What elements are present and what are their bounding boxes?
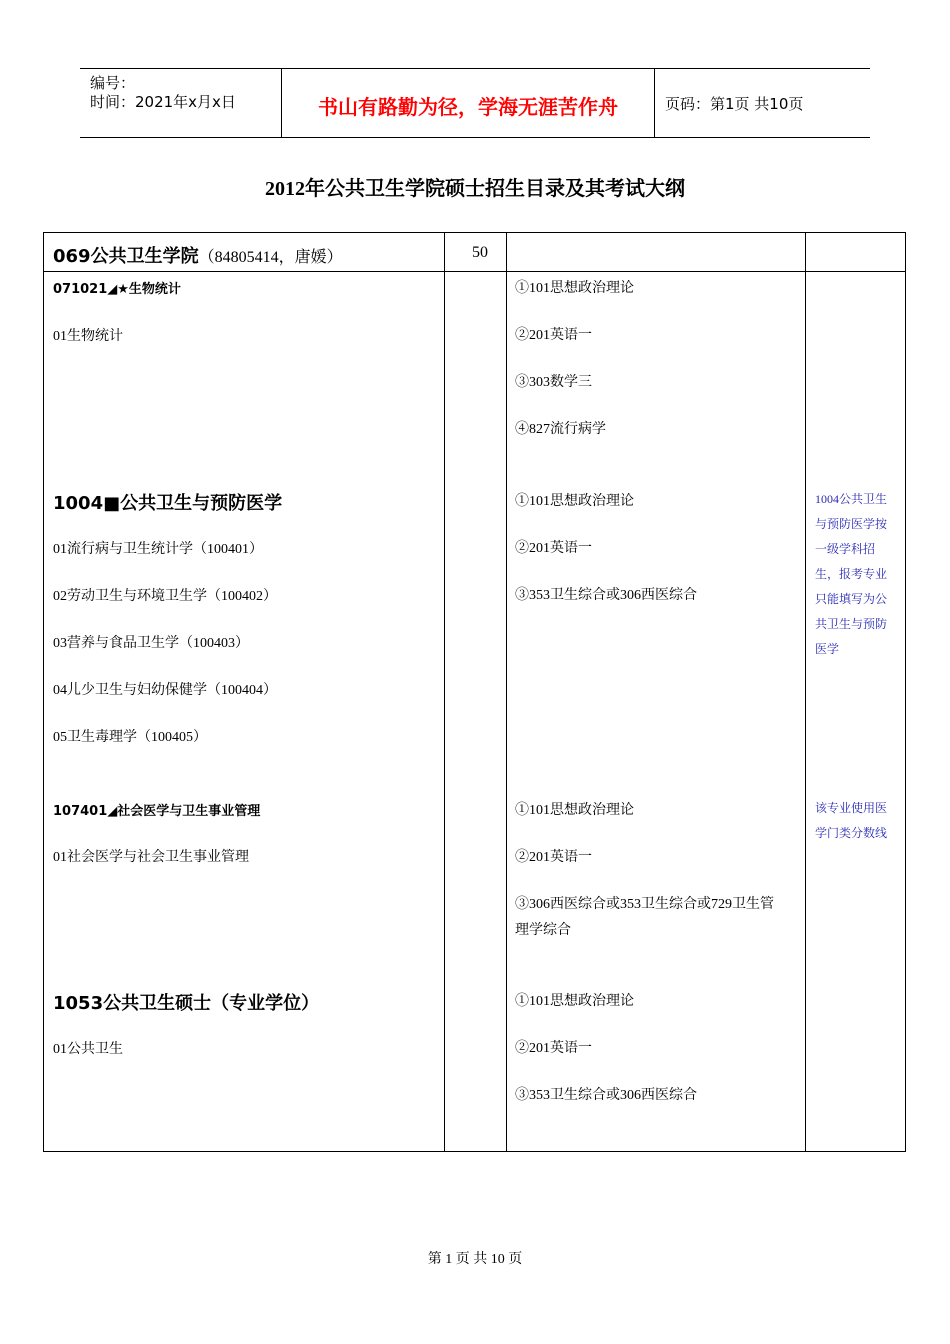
school-contact: （84805414，唐媛） bbox=[198, 249, 343, 266]
exam-item: ②201英语一 bbox=[515, 1041, 592, 1056]
program-heading: 1004■公共卫生与预防医学 bbox=[53, 493, 283, 514]
header-page-cell bbox=[655, 69, 870, 137]
direction-item: 03营养与食品卫生学（100403） bbox=[53, 636, 249, 651]
program-note: 1004公共卫生与预防医学按一级学科招生，报考专业只能填写为公共卫生与预防医学 bbox=[815, 492, 888, 656]
exam-item: ②201英语一 bbox=[515, 328, 592, 343]
program-heading: 1053公共卫生硕士（专业学位） bbox=[53, 993, 320, 1014]
header-motto-cell bbox=[281, 69, 655, 137]
exam-item: ①101思想政治理论 bbox=[515, 494, 634, 509]
serial-label: 编号： bbox=[90, 74, 136, 92]
exam-item: ③353卫生综合或306西医综合 bbox=[515, 588, 697, 603]
motto-text: 书山有路勤为径，学海无涯苦作舟 bbox=[318, 95, 618, 119]
column-divider bbox=[506, 233, 507, 1151]
column-divider bbox=[444, 233, 445, 1151]
exam-item: ①101思想政治理论 bbox=[515, 994, 634, 1009]
direction-item: 01生物统计 bbox=[53, 329, 123, 344]
document-header bbox=[80, 68, 870, 138]
direction-item: 04儿少卫生与妇幼保健学（100404） bbox=[53, 683, 277, 698]
column-divider bbox=[805, 233, 806, 1151]
program-heading: 107401◢社会医学与卫生事业管理 bbox=[53, 804, 261, 819]
program-note: 该专业使用医学门类分数线 bbox=[815, 801, 888, 840]
school-row bbox=[53, 242, 343, 268]
row-divider bbox=[44, 271, 905, 272]
direction-item: 05卫生毒理学（100405） bbox=[53, 730, 207, 745]
exam-item: ②201英语一 bbox=[515, 541, 592, 556]
enrollment-count: 50 bbox=[472, 244, 488, 261]
exam-item: ①101思想政治理论 bbox=[515, 803, 634, 818]
page-footer: 第 1 页 共 10 页 bbox=[427, 1252, 523, 1267]
time-label: 时间：2021年x月x日 bbox=[90, 93, 236, 111]
exam-item: ③303数学三 bbox=[515, 375, 592, 390]
exam-item: 理学综合 bbox=[515, 923, 571, 938]
exam-item: ①101思想政治理论 bbox=[515, 281, 634, 296]
program-heading: 071021◢★生物统计 bbox=[53, 282, 181, 297]
school-name: 069公共卫生学院 bbox=[53, 246, 199, 267]
direction-item: 01公共卫生 bbox=[53, 1042, 123, 1057]
exam-item: ③306西医综合或353卫生综合或729卫生管 bbox=[515, 897, 774, 912]
exam-item: ③353卫生综合或306西医综合 bbox=[515, 1088, 697, 1103]
direction-item: 02劳动卫生与环境卫生学（100402） bbox=[53, 589, 277, 604]
page-title: 2012年公共卫生学院硕士招生目录及其考试大纲 bbox=[265, 178, 685, 200]
exam-item: ④827流行病学 bbox=[515, 422, 606, 437]
catalog-table bbox=[43, 232, 906, 1152]
page-info: 页码：第1页 共10页 bbox=[665, 95, 804, 113]
header-meta-cell bbox=[80, 69, 280, 137]
direction-item: 01社会医学与社会卫生事业管理 bbox=[53, 850, 249, 865]
exam-item: ②201英语一 bbox=[515, 850, 592, 865]
direction-item: 01流行病与卫生统计学（100401） bbox=[53, 542, 263, 557]
